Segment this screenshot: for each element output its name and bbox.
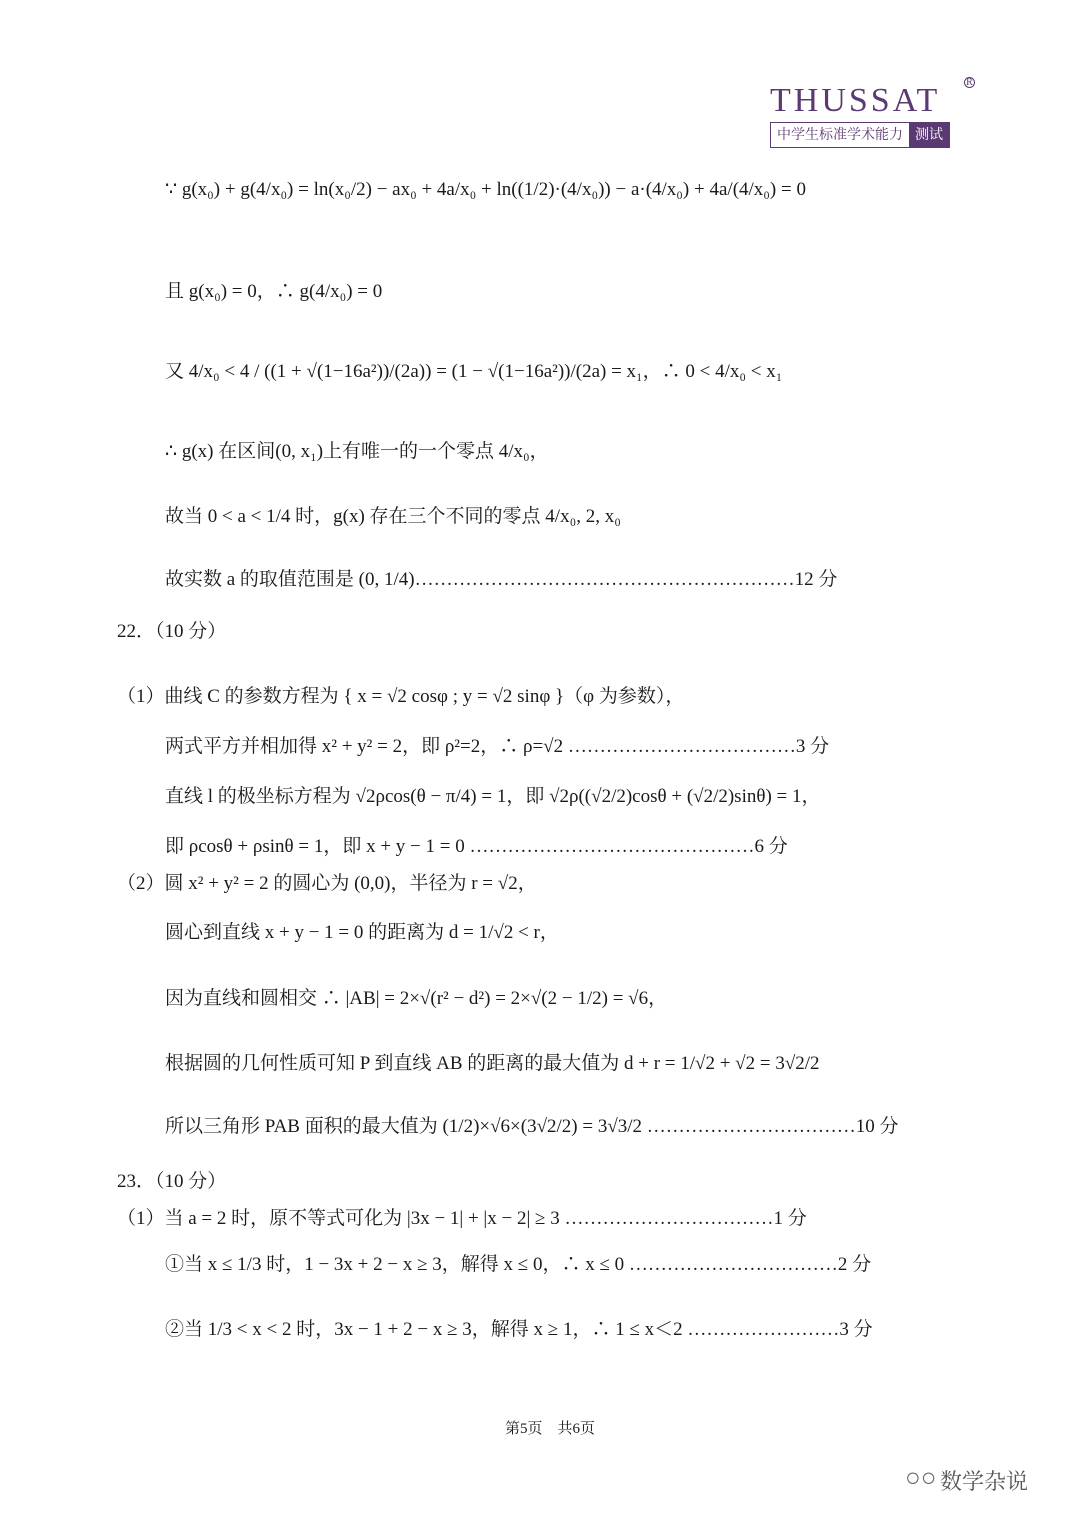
line-22-7: 因为直线和圆相交 ∴ |AB| = 2×√(r² − d²) = 2×√(2 − 1/2) = √6，: [165, 988, 668, 1009]
line-3: 又 4/x₀ < 4 / ((1 + √(1−16a²))/(2a)) = (1 − √(1−16a²))/(2a) = x₁，∴ 0 < 4/x₀ < x₁: [165, 361, 783, 382]
registered-mark-icon: R: [964, 77, 975, 88]
line-4: ∴ g(x) 在区间(0, x₁)上有唯一的一个零点 4/x₀，: [165, 441, 549, 462]
line-23-2: ①当 x ≤ 1/3 时，1 − 3x + 2 − x ≥ 3，解得 x ≤ 0，∴ x ≤ 0 ……………………………2 分: [165, 1254, 872, 1275]
line-22-2: 两式平方并相加得 x² + y² = 2，即 ρ²=2，∴ ρ=√2 ………………………………3 分: [165, 736, 830, 757]
line-23-1: （1）当 a = 2 时，原不等式可化为 |3x − 1| + |x − 2| ≥ 3 ……………………………1 分: [117, 1208, 807, 1229]
logo-wordmark: THUSSAT: [770, 82, 941, 119]
line-1: ∵ g(x₀) + g(4/x₀) = ln(x₀/2) − ax₀ + 4a/x₀ + ln((1/2)·(4/x₀)) − a·(4/x₀) + 4a/(4/x₀) = 0: [165, 179, 806, 200]
line-22-1: （1）曲线 C 的参数方程为 { x = √2 cosφ ; y = √2 sinφ }（φ 为参数），: [117, 686, 685, 707]
line-6: 故实数 a 的取值范围是 (0, 1/4)……………………………………………………12 分: [165, 569, 838, 590]
line-22-9: 所以三角形 PAB 面积的最大值为 (1/2)×√6×(3√2/2) = 3√3/2 ……………………………10 分: [165, 1116, 899, 1137]
logo-band: [770, 122, 950, 148]
logo-band-right: 测试: [909, 123, 949, 147]
line-22-8: 根据圆的几何性质可知 P 到直线 AB 的距离的最大值为 d + r = 1/√2 + √2 = 3√2/2: [165, 1053, 820, 1074]
line-23-3: ②当 1/3 < x < 2 时，3x − 1 + 2 − x ≥ 3，解得 x ≥ 1，∴ 1 ≤ x＜2 ……………………3 分: [165, 1319, 873, 1340]
line-22-4: 即 ρcosθ + ρsinθ = 1，即 x + y − 1 = 0 ………………………………………6 分: [165, 836, 788, 857]
line-22-6: 圆心到直线 x + y − 1 = 0 的距离为 d = 1/√2 < r，: [165, 922, 559, 943]
question-23-heading: 23．（10 分）: [117, 1171, 227, 1192]
wechat-icon: ○○: [905, 1463, 937, 1492]
watermark-text: 数学杂说: [940, 1470, 1029, 1495]
line-2: 且 g(x₀) = 0，∴ g(4/x₀) = 0: [165, 281, 383, 302]
page-number: 第5页 共6页: [505, 1421, 596, 1437]
line-5: 故当 0 < a < 1/4 时，g(x) 存在三个不同的零点 4/x₀, 2, x₀: [165, 506, 621, 527]
line-22-3: 直线 l 的极坐标方程为 √2ρcos(θ − π/4) = 1，即 √2ρ((√2/2)cosθ + (√2/2)sinθ) = 1，: [165, 786, 821, 807]
line-22-5: （2）圆 x² + y² = 2 的圆心为 (0,0)，半径为 r = √2，: [117, 873, 537, 894]
logo-band-left: 中学生标准学术能力: [777, 127, 903, 143]
question-22-heading: 22．（10 分）: [117, 621, 227, 642]
